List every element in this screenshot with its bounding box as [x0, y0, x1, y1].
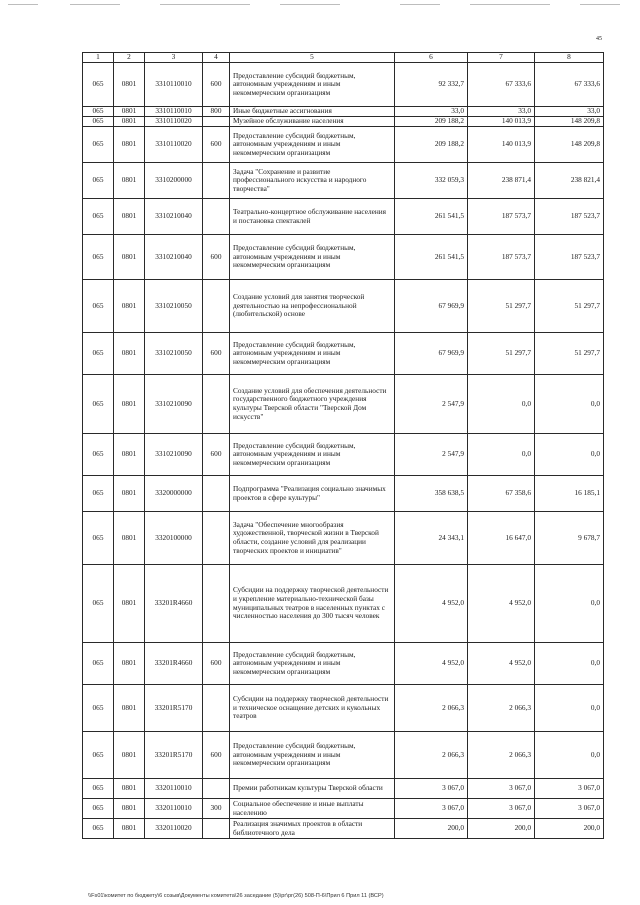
section-cell: 0801 [114, 732, 145, 779]
target-article-cell: 3310110010 [145, 63, 203, 107]
amount-col6-cell: 67 969,9 [395, 280, 468, 333]
description-cell: Реализация значимых проектов в области библиотечного дела [230, 819, 395, 839]
section-cell: 0801 [114, 799, 145, 819]
amount-col8-cell: 0,0 [535, 685, 604, 732]
col-header-6: 6 [395, 53, 468, 63]
amount-col8-cell: 0,0 [535, 643, 604, 685]
table-row [83, 235, 604, 280]
amount-col8-cell: 9 678,7 [535, 512, 604, 565]
description-cell: Создание условий для занятия творческой деятельностью на непрофессиональной (любительской) основе [230, 280, 395, 333]
amount-col8-cell: 238 821,4 [535, 163, 604, 199]
table-row [83, 819, 604, 839]
amount-col8-cell: 0,0 [535, 434, 604, 476]
section-cell: 0801 [114, 819, 145, 839]
amount-col7-cell: 67 358,6 [468, 476, 535, 512]
section-cell: 0801 [114, 235, 145, 280]
header-row [83, 53, 604, 63]
section-cell: 0801 [114, 333, 145, 375]
amount-col6-cell: 358 638,5 [395, 476, 468, 512]
description-cell: Субсидии на поддержку творческой деятельности и укрепление материально-технической базы муниципальных театров в населенных пунктах с численностью населения до 300 тысяч человек [230, 565, 395, 643]
expense-type-cell: 300 [203, 799, 230, 819]
table-row [83, 779, 604, 799]
amount-col7-cell: 33,0 [468, 107, 535, 117]
amount-col6-cell: 209 188,2 [395, 127, 468, 163]
amount-col6-cell: 4 952,0 [395, 565, 468, 643]
expense-type-cell: 600 [203, 434, 230, 476]
amount-col8-cell: 16 185,1 [535, 476, 604, 512]
col-header-5: 5 [230, 53, 395, 63]
target-article-cell: 3310210040 [145, 235, 203, 280]
target-article-cell: 33201R4660 [145, 565, 203, 643]
col-header-2: 2 [114, 53, 145, 63]
target-article-cell: 3310210040 [145, 199, 203, 235]
amount-col6-cell: 3 067,0 [395, 779, 468, 799]
table-row [83, 799, 604, 819]
col-header-7: 7 [468, 53, 535, 63]
kvsr-cell: 065 [83, 235, 114, 280]
amount-col8-cell: 3 067,0 [535, 779, 604, 799]
description-cell: Задача "Обеспечение многообразия художественной, творческой жизни в Тверской области, создание условий для реализации творческих проектов и инициатив" [230, 512, 395, 565]
kvsr-cell: 065 [83, 163, 114, 199]
amount-col7-cell: 4 952,0 [468, 643, 535, 685]
section-cell: 0801 [114, 512, 145, 565]
table-row [83, 643, 604, 685]
section-cell: 0801 [114, 643, 145, 685]
table-row [83, 163, 604, 199]
kvsr-cell: 065 [83, 127, 114, 163]
col-header-1: 1 [83, 53, 114, 63]
kvsr-cell: 065 [83, 779, 114, 799]
budget-table [82, 52, 604, 839]
table-row [83, 476, 604, 512]
kvsr-cell: 065 [83, 512, 114, 565]
amount-col6-cell: 92 332,7 [395, 63, 468, 107]
amount-col7-cell: 67 333,6 [468, 63, 535, 107]
expense-type-cell [203, 512, 230, 565]
section-cell: 0801 [114, 280, 145, 333]
col-header-8: 8 [535, 53, 604, 63]
section-cell: 0801 [114, 199, 145, 235]
amount-col8-cell: 3 067,0 [535, 799, 604, 819]
amount-col6-cell: 261 541,5 [395, 235, 468, 280]
description-cell: Предоставление субсидий бюджетным, автономным учреждениям и иным некоммерческим организациям [230, 643, 395, 685]
amount-col6-cell: 200,0 [395, 819, 468, 839]
kvsr-cell: 065 [83, 375, 114, 434]
target-article-cell: 3310110010 [145, 107, 203, 117]
description-cell: Задача "Сохранение и развитие профессионального искусства и народного творчества" [230, 163, 395, 199]
expense-type-cell [203, 280, 230, 333]
section-cell: 0801 [114, 434, 145, 476]
expense-type-cell [203, 685, 230, 732]
amount-col8-cell: 33,0 [535, 107, 604, 117]
scan-artifact-top [0, 0, 640, 10]
amount-col6-cell: 261 541,5 [395, 199, 468, 235]
kvsr-cell: 065 [83, 819, 114, 839]
target-article-cell: 3310210090 [145, 375, 203, 434]
kvsr-cell: 065 [83, 199, 114, 235]
table-row [83, 280, 604, 333]
amount-col6-cell: 2 547,9 [395, 434, 468, 476]
expense-type-cell: 600 [203, 643, 230, 685]
kvsr-cell: 065 [83, 280, 114, 333]
amount-col8-cell: 148 209,8 [535, 127, 604, 163]
amount-col7-cell: 140 013,9 [468, 117, 535, 127]
amount-col6-cell: 3 067,0 [395, 799, 468, 819]
amount-col8-cell: 51 297,7 [535, 280, 604, 333]
kvsr-cell: 065 [83, 685, 114, 732]
expense-type-cell [203, 565, 230, 643]
expense-type-cell: 600 [203, 333, 230, 375]
expense-type-cell [203, 117, 230, 127]
amount-col7-cell: 200,0 [468, 819, 535, 839]
description-cell: Предоставление субсидий бюджетным, автономным учреждениям и иным некоммерческим организациям [230, 63, 395, 107]
table-row [83, 63, 604, 107]
target-article-cell: 3310200000 [145, 163, 203, 199]
target-article-cell: 3320110010 [145, 779, 203, 799]
description-cell: Социальное обеспечение и иные выплаты населению [230, 799, 395, 819]
kvsr-cell: 065 [83, 476, 114, 512]
amount-col8-cell: 187 523,7 [535, 235, 604, 280]
amount-col6-cell: 2 066,3 [395, 732, 468, 779]
section-cell: 0801 [114, 476, 145, 512]
table-row [83, 434, 604, 476]
amount-col8-cell: 51 297,7 [535, 333, 604, 375]
table-row [83, 333, 604, 375]
amount-col7-cell: 51 297,7 [468, 280, 535, 333]
amount-col8-cell: 187 523,7 [535, 199, 604, 235]
description-cell: Предоставление субсидий бюджетным, автономным учреждениям и иным некоммерческим организациям [230, 235, 395, 280]
section-cell: 0801 [114, 685, 145, 732]
description-cell: Предоставление субсидий бюджетным, автономным учреждениям и иным некоммерческим организациям [230, 333, 395, 375]
expense-type-cell [203, 163, 230, 199]
description-cell: Музейное обслуживание населения [230, 117, 395, 127]
kvsr-cell: 065 [83, 107, 114, 117]
expense-type-cell: 600 [203, 235, 230, 280]
target-article-cell: 3310210050 [145, 280, 203, 333]
amount-col7-cell: 16 647,0 [468, 512, 535, 565]
section-cell: 0801 [114, 163, 145, 199]
amount-col8-cell: 200,0 [535, 819, 604, 839]
kvsr-cell: 065 [83, 799, 114, 819]
target-article-cell: 3320110010 [145, 799, 203, 819]
expense-type-cell [203, 375, 230, 434]
amount-col7-cell: 2 066,3 [468, 685, 535, 732]
target-article-cell: 33201R4660 [145, 643, 203, 685]
table-row [83, 512, 604, 565]
expense-type-cell: 600 [203, 732, 230, 779]
target-article-cell: 3310210050 [145, 333, 203, 375]
description-cell: Предоставление субсидий бюджетным, автономным учреждениям и иным некоммерческим организациям [230, 127, 395, 163]
description-cell: Предоставление субсидий бюджетным, автономным учреждениям и иным некоммерческим организациям [230, 434, 395, 476]
table-row [83, 107, 604, 117]
amount-col6-cell: 67 969,9 [395, 333, 468, 375]
kvsr-cell: 065 [83, 434, 114, 476]
section-cell: 0801 [114, 565, 145, 643]
amount-col7-cell: 3 067,0 [468, 779, 535, 799]
target-article-cell: 3320110020 [145, 819, 203, 839]
target-article-cell: 33201R5170 [145, 685, 203, 732]
kvsr-cell: 065 [83, 117, 114, 127]
kvsr-cell: 065 [83, 732, 114, 779]
section-cell: 0801 [114, 117, 145, 127]
section-cell: 0801 [114, 779, 145, 799]
expense-type-cell [203, 819, 230, 839]
kvsr-cell: 065 [83, 333, 114, 375]
target-article-cell: 3310110020 [145, 127, 203, 163]
expense-type-cell [203, 779, 230, 799]
expense-type-cell [203, 476, 230, 512]
table-row [83, 199, 604, 235]
amount-col7-cell: 238 871,4 [468, 163, 535, 199]
amount-col6-cell: 2 066,3 [395, 685, 468, 732]
section-cell: 0801 [114, 375, 145, 434]
amount-col8-cell: 0,0 [535, 375, 604, 434]
description-cell: Театрально-концертное обслуживание населения и постановка спектаклей [230, 199, 395, 235]
expense-type-cell: 600 [203, 63, 230, 107]
amount-col6-cell: 332 059,3 [395, 163, 468, 199]
kvsr-cell: 065 [83, 643, 114, 685]
amount-col8-cell: 0,0 [535, 565, 604, 643]
section-cell: 0801 [114, 107, 145, 117]
amount-col8-cell: 0,0 [535, 732, 604, 779]
amount-col7-cell: 3 067,0 [468, 799, 535, 819]
description-cell: Иные бюджетные ассигнования [230, 107, 395, 117]
table-row [83, 127, 604, 163]
col-header-3: 3 [145, 53, 203, 63]
amount-col7-cell: 4 952,0 [468, 565, 535, 643]
amount-col6-cell: 209 188,2 [395, 117, 468, 127]
col-header-4: 4 [203, 53, 230, 63]
amount-col8-cell: 67 333,6 [535, 63, 604, 107]
target-article-cell: 33201R5170 [145, 732, 203, 779]
amount-col7-cell: 0,0 [468, 375, 535, 434]
description-cell: Предоставление субсидий бюджетным, автономным учреждениям и иным некоммерческим организациям [230, 732, 395, 779]
page-number: 45 [596, 36, 602, 42]
amount-col7-cell: 51 297,7 [468, 333, 535, 375]
section-cell: 0801 [114, 127, 145, 163]
footer-file-path: \\Fs01\комитет по бюджету\6 созыв\Документы комитета\26 заседание (5)\рг\рг(26) 508-П-6\Прил 6 Прил 11 (ВСР) [88, 893, 384, 899]
amount-col7-cell: 187 573,7 [468, 235, 535, 280]
expense-type-cell: 800 [203, 107, 230, 117]
target-article-cell: 3320100000 [145, 512, 203, 565]
table-row [83, 375, 604, 434]
amount-col6-cell: 2 547,9 [395, 375, 468, 434]
amount-col7-cell: 0,0 [468, 434, 535, 476]
description-cell: Создание условий для обеспечения деятельности государственного бюджетного учреждения культуры Тверской области "Тверской Дом искусств" [230, 375, 395, 434]
expense-type-cell: 600 [203, 127, 230, 163]
description-cell: Подпрограмма "Реализация социально значимых проектов в сфере культуры" [230, 476, 395, 512]
amount-col6-cell: 4 952,0 [395, 643, 468, 685]
amount-col7-cell: 187 573,7 [468, 199, 535, 235]
description-cell: Субсидии на поддержку творческой деятельности и техническое оснащение детских и кукольных театров [230, 685, 395, 732]
expense-type-cell [203, 199, 230, 235]
amount-col7-cell: 2 066,3 [468, 732, 535, 779]
table-row [83, 565, 604, 643]
target-article-cell: 3310210090 [145, 434, 203, 476]
amount-col6-cell: 33,0 [395, 107, 468, 117]
target-article-cell: 3310110020 [145, 117, 203, 127]
table-row [83, 117, 604, 127]
amount-col6-cell: 24 343,1 [395, 512, 468, 565]
target-article-cell: 3320000000 [145, 476, 203, 512]
amount-col8-cell: 148 209,8 [535, 117, 604, 127]
amount-col7-cell: 140 013,9 [468, 127, 535, 163]
table-row [83, 732, 604, 779]
section-cell: 0801 [114, 63, 145, 107]
description-cell: Премии работникам культуры Тверской области [230, 779, 395, 799]
kvsr-cell: 065 [83, 63, 114, 107]
table-row [83, 685, 604, 732]
kvsr-cell: 065 [83, 565, 114, 643]
